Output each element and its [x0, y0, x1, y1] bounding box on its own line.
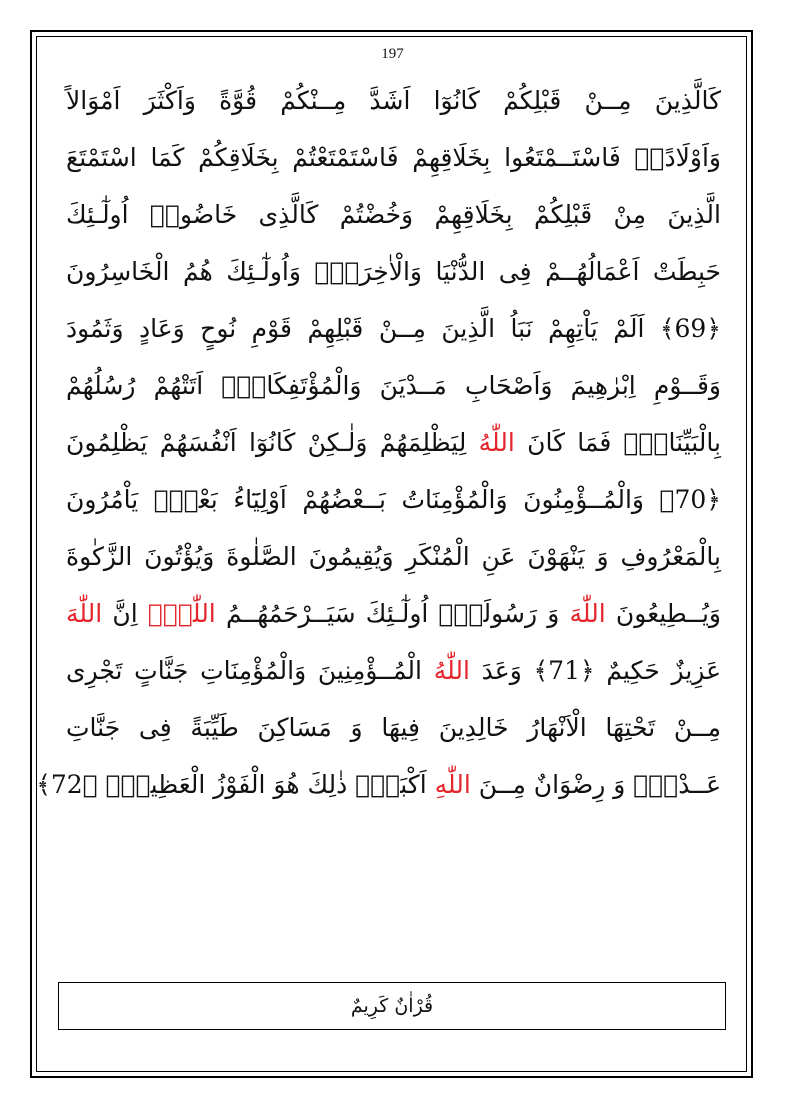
text-line [66, 129, 721, 186]
verse-text-segment: اِنَّ [102, 599, 148, 628]
verse-text-segment: كَالَّذِينَ مِــنْ قَبْلِكُمْ كَانُوٓا اَشَدَّ مِــنْكُمْ قُوَّةً وَاَكْثَرَ اَمْوَالاً [66, 86, 721, 115]
verse-text-segment: وَيُــطِيعُونَ [605, 599, 721, 628]
text-line [66, 300, 721, 357]
verse-text-segment: ﴿70﴾ وَالْمُــؤْمِنُونَ وَالْمُؤْمِنَاتُ بَــعْضُهُمْ اَوْلِيَٓاءُ بَعْضٍۢ يَاْمُرُونَ [66, 485, 721, 514]
verse-text-segment: بِالْبَيِّنَاتِۚ فَمَا كَانَ [514, 428, 721, 457]
quran-text-block [36, 72, 721, 813]
verse-text-segment: الْمُــؤْمِنِينَ وَالْمُؤْمِنَاتِ جَنَّاتٍ تَجْرِى [66, 656, 434, 685]
text-line [66, 357, 721, 414]
verse-text-segment: اَكْبَرُۜ ذٰلِكَ هُوَ الْفَوْزُ الْعَظِيمُۧ ﴿72﴾ [36, 770, 435, 799]
divine-name-word: اللّٰهُۜ [147, 599, 216, 628]
verse-text-segment: ﴿69﴾ اَلَمْ يَاْتِهِمْ نَبَاُ الَّذِينَ مِــنْ قَبْلِهِمْ قَوْمِ نُوحٍ وَعَادٍ وَثَمُودَ [66, 314, 721, 343]
footer-title: قُرْاٰنٌ كَرِيمٌ [350, 995, 434, 1017]
text-line [66, 642, 721, 699]
text-line [66, 528, 721, 585]
divine-name-word: اللّٰهَ [569, 599, 606, 628]
text-line [66, 414, 721, 471]
verse-text-segment: لِيَظْلِمَهُمْ وَلٰـكِنْ كَانُوٓا اَنْفُسَهُمْ يَظْلِمُونَ [66, 428, 479, 457]
verse-text-segment: عَــدْنٍۜ وَ رِضْوَانٌ مِــنَ [470, 770, 721, 799]
text-line [36, 756, 721, 813]
verse-text-segment: الَّذِينَ مِنْ قَبْلِكُمْ بِخَلَاقِهِمْ وَخُضْتُمْ كَالَّذِى خَاضُواۜ اُولٰٓـئِكَ [66, 200, 721, 229]
text-line [66, 186, 721, 243]
text-line [66, 699, 721, 756]
divine-name-word: اللّٰهُ [433, 656, 470, 685]
verse-text-segment: عَزِيزٌ حَكِيمٌ ﴿71﴾ وَعَدَ [469, 656, 721, 685]
verse-text-segment: وَاَوْلَادًاۜ فَاسْتَــمْتَعُوا بِخَلَاقِهِمْ فَاسْتَمْتَعْتُمْ بِخَلَاقِكُمْ كَمَا اسْتَمْتَعَ [66, 143, 721, 172]
page-number: 197 [381, 46, 404, 62]
text-line [66, 471, 721, 528]
verse-text-segment: وَ رَسُولَهُۜ اُولٰٓـئِكَ سَيَــرْحَمُهُــمُ [215, 599, 570, 628]
text-line [66, 585, 721, 642]
verse-text-segment: وَقَــوْمِ اِبْرٰهِيمَ وَاَصْحَابِ مَــدْيَنَ وَالْمُؤْتَفِكَاتِۜ اَتَتْهُمْ رُسُلُهُمْ [66, 371, 721, 400]
text-line [66, 72, 721, 129]
divine-name-word: اللّٰهِ [434, 770, 471, 799]
verse-text-segment: بِالْمَعْرُوفِ وَ يَنْهَوْنَ عَنِ الْمُنْكَرِ وَيُقِيمُونَ الصَّلٰوةَ وَيُؤْتُونَ الزَّكٰوةَ [66, 542, 721, 571]
divine-name-word: اللّٰهُ [478, 428, 515, 457]
text-line [66, 243, 721, 300]
verse-text-segment: حَبِطَتْ اَعْمَالُهُــمْ فِى الدُّنْيَا وَالْاٰخِرَةِۚ وَاُولٰٓـئِكَ هُمُ الْخَاسِرُونَ [66, 257, 721, 286]
divine-name-word: اللّٰهَ [66, 599, 103, 628]
footer-title-box [58, 982, 726, 1030]
verse-text-segment: مِــنْ تَحْتِهَا الْاَنْهَارُ خَالِدِينَ فِيهَا وَ مَسَاكِنَ طَيِّبَةً فِى جَنَّاتِ [66, 713, 721, 742]
